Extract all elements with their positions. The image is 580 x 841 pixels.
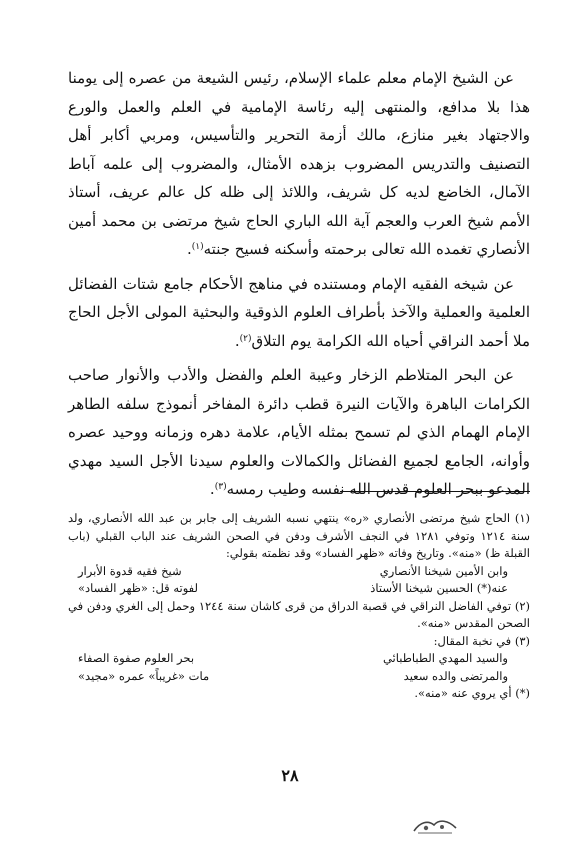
main-text: [68, 64, 530, 510]
verse-hemistich: عنه(*) الحسين شيخنا الأستاذ: [370, 581, 508, 595]
footnote-3-verse-2: [68, 668, 514, 686]
verse-hemistich: مات «غريباً» عمره «مجيد»: [78, 668, 210, 683]
verse-hemistich: شيخ فقيه قدوة الأبرار: [78, 563, 182, 578]
verse-hemistich: بحر العلوم صفوة الصفاء: [78, 651, 195, 665]
paragraph-2: عن شيخه الفقيه الإمام ومستنده في مناهج الأحكام جامع شتات الفضائل العلمية والعملية والآخذ بأطراف العلوم الذوقية والبحثية المولى الأجل الحاج ملا أحمد النراقي أحياه الله الكرامة يوم التلاق$^{(٢)}$.: [68, 274, 530, 350]
verse-hemistich: وابن الأمين شيخنا الأنصاري: [379, 563, 508, 578]
footnote-2: (٢) توفي الفاضل النراقي في قصبة الدراق من قرى كاشان سنة ١٢٤٤ وحمل إلى الغري ودفن في الصحن المقدس «منه».: [68, 598, 530, 630]
footnote-1-verse-2: [68, 580, 514, 598]
footnote-3: (٣) في نخبة المقال:: [433, 633, 530, 648]
page-number: ٢٨: [281, 766, 299, 785]
footnote-3-verse-1: [68, 650, 514, 668]
footnote-1-verse-1: [68, 563, 514, 581]
library-stamp-icon: [412, 816, 458, 836]
paragraph-2-text: عن شيخه الفقيه الإمام ومستنده في مناهج الأحكام جامع شتات الفضائل العلمية والعملية والآخذ بأطراف العلوم الذوقية والبحثية المولى الأجل الحاج ملا أحمد النراقي أحياه الله الكرامة يوم التلاق: [68, 274, 530, 350]
footnote-1: (١) الحاج شيخ مرتضى الأنصاري «ره» ينتهي نسبه الشريف إلى جابر بن عبد الله الأنصاري، ولد سنة ١٢١٤ وتوفي ١٢٨١ في النجف الأشرف ودفن في الصحن الشريف عند الباب القبلي (باب القبلة ظ) «منه». وتاريخ وفاته «ظهر الفساد» وقد نظمته بقولي:: [68, 511, 530, 560]
footnote-star: (*) أي يروي عنه «منه».: [414, 686, 530, 700]
footnote-ref-2[interactable]: (٢): [239, 333, 252, 344]
footnote-separator: [340, 491, 530, 492]
verse-hemistich: والمرتضى والده سعيد: [403, 668, 508, 683]
footnote-3-poem: [68, 650, 530, 685]
verse-hemistich: والسيد المهدي الطباطبائي: [382, 651, 508, 665]
footnote-ref-3[interactable]: (٣): [214, 482, 227, 492]
paragraph-1-text: عن الشيخ الإمام معلم علماء الإسلام، رئيس الشيعة من عصره إلى يومنا هذا بلا مدافع، والمنتهى إليه رئاسة الإمامية في العلم والعمل والورع والاجتهاد بغير منازع، مالك أزمة التحرير والتأسيس، ومربي أكابر أهل التصنيف والتدريس المضروب بزهده الأمثال، والمضروب إلى علمه آباط الآمال، الخاضع لديه كل شريف، واللائذ إلى ظله كل عالم عريف، أستاذ الأمم شيخ العرب والعجم آية الله الباري الحاج شيخ مرتضى بن محمد أمين الأنصاري تغمده الله تعالى برحمته وأسكنه فسيح جنته: [68, 69, 530, 258]
footnotes: [68, 510, 530, 703]
verse-hemistich: لفوته قل: «ظهر الفساد»: [78, 581, 198, 595]
footnote-ref-1[interactable]: (١): [191, 242, 204, 252]
paragraph-3: عن البحر المتلاطم الزخار وعيبة العلم والفضل والأدب والأنوار صاحب الكرامات الباهرة والآيات النيرة قطب دائرة المفاخر أنموذج سلفه الطاهر الإمام الهمام الذي لم تسمح بمثله الأيام، علامة دهره وزمانه ووحيد عصره وأوانه، الجامع لجميع الفضائل والكمالات والعلوم سيدنا الأجل السيد مهدي المدعو ببحر العلوم قدس الله نفسه وطيب رمسه$^{(٣)}$.: [68, 366, 530, 498]
paragraph-3-text: عن البحر المتلاطم الزخار وعيبة العلم والفضل والأدب والأنوار صاحب الكرامات الباهرة والآيات النيرة قطب دائرة المفاخر أنموذج سلفه الطاهر الإمام الهمام الذي لم تسمح بمثله الأيام، علامة دهره وزمانه ووحيد عصره وأوانه، الجامع لجميع الفضائل والكمالات والعلوم سيدنا الأجل السيد مهدي المدعو ببحر العلوم قدس الله نفسه وطيب رمسه: [68, 366, 530, 498]
footnote-1-poem: [68, 563, 530, 598]
paragraph-1: عن الشيخ الإمام معلم علماء الإسلام، رئيس الشيعة من عصره إلى يومنا هذا بلا مدافع، والمنتهى إليه رئاسة الإمامية في العلم والعمل والورع والاجتهاد بغير منازع، مالك أزمة التحرير والتأسيس، ومربي أكابر أهل التصنيف والتدريس المضروب بزهده الأمثال، والمضروب إلى علمه آباط الآمال، الخاضع لديه كل شريف، واللائذ إلى ظله كل عالم عريف، أستاذ الأمم شيخ العرب والعجم آية الله الباري الحاج شيخ مرتضى بن محمد أمين الأنصاري تغمده الله تعالى برحمته وأسكنه فسيح جنته$^{(١)}$.: [68, 69, 530, 258]
